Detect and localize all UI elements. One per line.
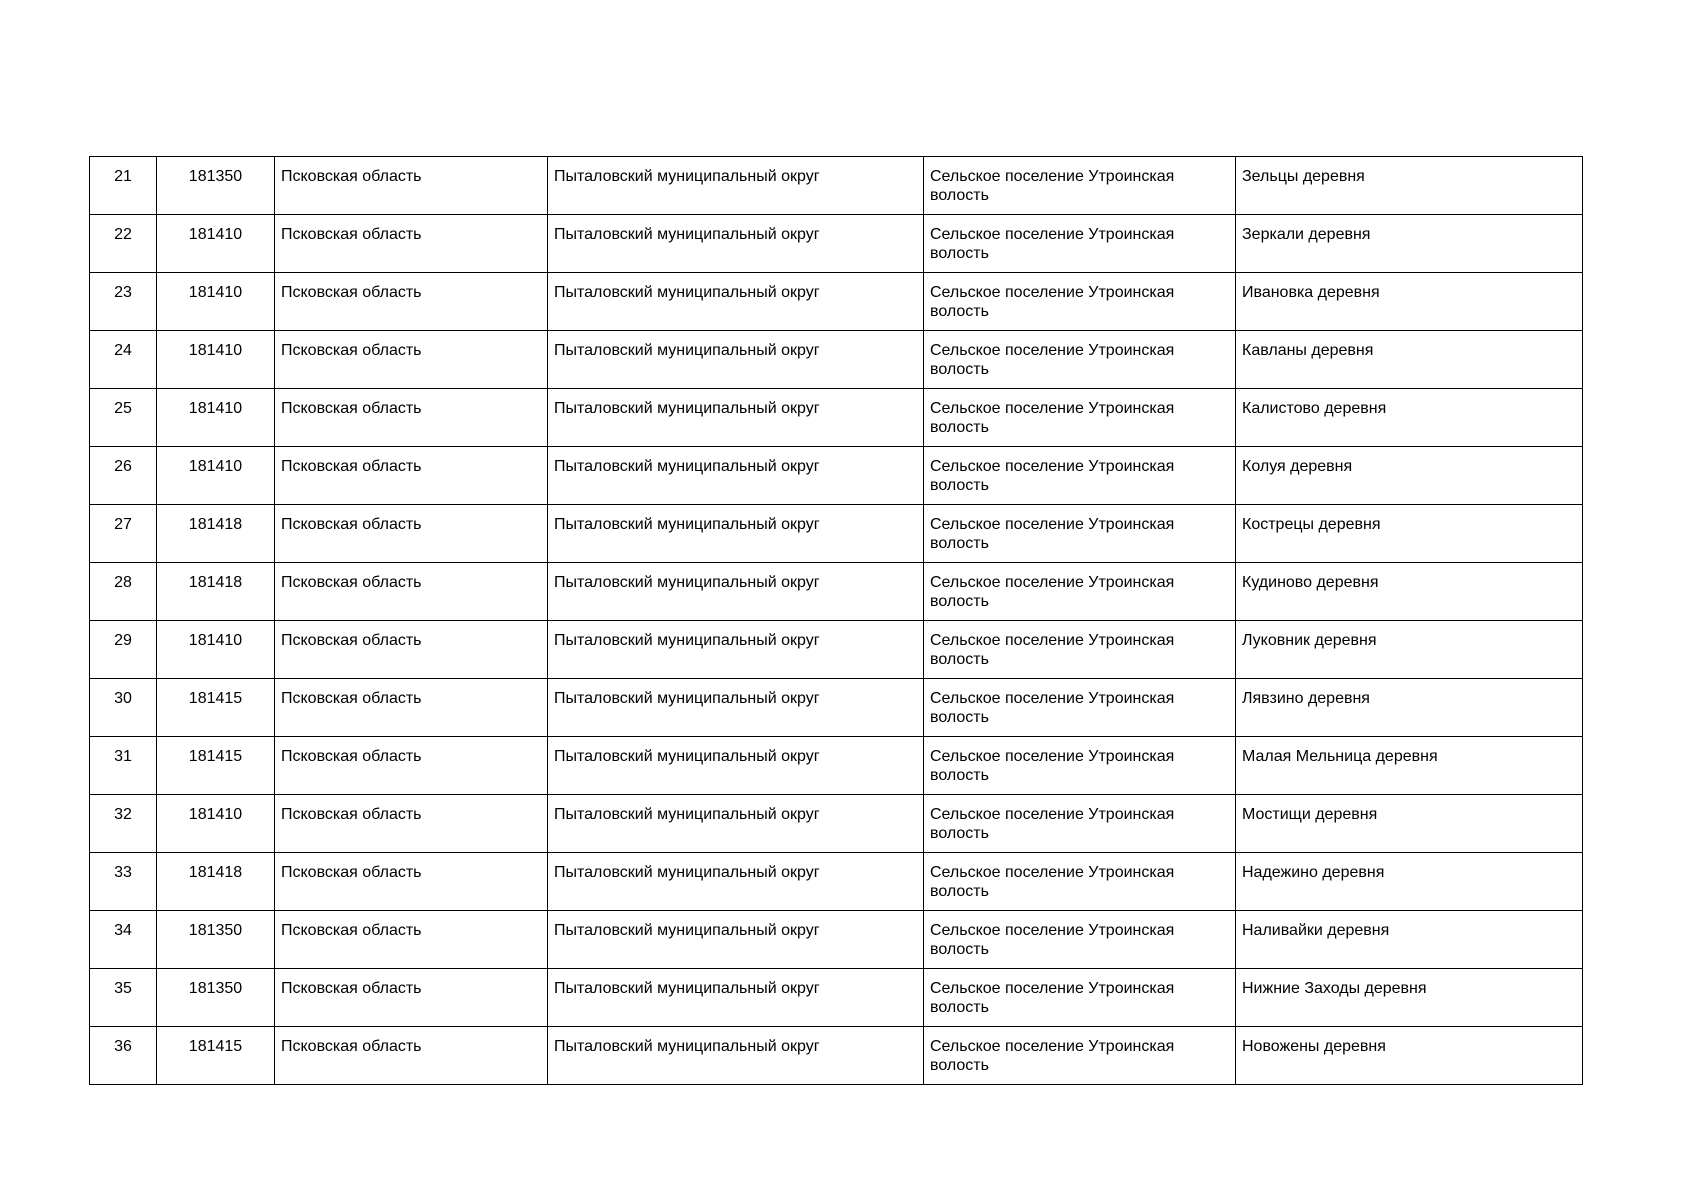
district-cell: Пыталовский муниципальный округ [548, 969, 924, 1027]
postal-index: 181350 [157, 911, 275, 969]
table-row [90, 679, 1583, 737]
district-cell: Пыталовский муниципальный округ [548, 389, 924, 447]
region-cell: Псковская область [275, 679, 548, 737]
settlement-cell: Сельское поселение Утроинская волость [924, 1027, 1236, 1085]
row-number: 31 [90, 737, 157, 795]
locality-cell: Мостищи деревня [1236, 795, 1583, 853]
region-cell: Псковская область [275, 273, 548, 331]
table-row [90, 853, 1583, 911]
table-row [90, 215, 1583, 273]
settlement-cell: Сельское поселение Утроинская волость [924, 795, 1236, 853]
postal-index: 181418 [157, 853, 275, 911]
settlement-cell: Сельское поселение Утроинская волость [924, 273, 1236, 331]
table-row [90, 505, 1583, 563]
region-cell: Псковская область [275, 157, 548, 215]
row-number: 22 [90, 215, 157, 273]
locality-cell: Нижние Заходы деревня [1236, 969, 1583, 1027]
locality-cell: Наливайки деревня [1236, 911, 1583, 969]
table-row [90, 795, 1583, 853]
postal-index: 181410 [157, 273, 275, 331]
postal-index: 181418 [157, 563, 275, 621]
row-number: 34 [90, 911, 157, 969]
row-number: 25 [90, 389, 157, 447]
table-row [90, 389, 1583, 447]
region-cell: Псковская область [275, 331, 548, 389]
district-cell: Пыталовский муниципальный округ [548, 737, 924, 795]
row-number: 21 [90, 157, 157, 215]
postal-index: 181415 [157, 679, 275, 737]
postal-index: 181350 [157, 969, 275, 1027]
locality-cell: Луковник деревня [1236, 621, 1583, 679]
postal-index: 181410 [157, 447, 275, 505]
locality-cell: Кудиново деревня [1236, 563, 1583, 621]
region-cell: Псковская область [275, 853, 548, 911]
district-cell: Пыталовский муниципальный округ [548, 331, 924, 389]
row-number: 23 [90, 273, 157, 331]
region-cell: Псковская область [275, 1027, 548, 1085]
locality-cell: Зеркали деревня [1236, 215, 1583, 273]
settlement-cell: Сельское поселение Утроинская волость [924, 911, 1236, 969]
district-cell: Пыталовский муниципальный округ [548, 911, 924, 969]
row-number: 36 [90, 1027, 157, 1085]
postal-index: 181410 [157, 795, 275, 853]
region-cell: Псковская область [275, 505, 548, 563]
locality-cell: Новожены деревня [1236, 1027, 1583, 1085]
locality-cell: Кострецы деревня [1236, 505, 1583, 563]
district-cell: Пыталовский муниципальный округ [548, 621, 924, 679]
settlement-cell: Сельское поселение Утроинская волость [924, 737, 1236, 795]
locality-cell: Ивановка деревня [1236, 273, 1583, 331]
table-body [90, 157, 1583, 1085]
district-cell: Пыталовский муниципальный округ [548, 157, 924, 215]
table-row [90, 969, 1583, 1027]
locality-cell: Лявзино деревня [1236, 679, 1583, 737]
postal-index: 181410 [157, 389, 275, 447]
settlement-cell: Сельское поселение Утроинская волость [924, 447, 1236, 505]
postal-index: 181418 [157, 505, 275, 563]
region-cell: Псковская область [275, 215, 548, 273]
settlement-cell: Сельское поселение Утроинская волость [924, 621, 1236, 679]
district-cell: Пыталовский муниципальный округ [548, 1027, 924, 1085]
table-row [90, 563, 1583, 621]
settlement-cell: Сельское поселение Утроинская волость [924, 389, 1236, 447]
row-number: 32 [90, 795, 157, 853]
locality-cell: Надежино деревня [1236, 853, 1583, 911]
table-row [90, 911, 1583, 969]
postal-index: 181410 [157, 621, 275, 679]
row-number: 24 [90, 331, 157, 389]
row-number: 35 [90, 969, 157, 1027]
district-cell: Пыталовский муниципальный округ [548, 795, 924, 853]
district-cell: Пыталовский муниципальный округ [548, 273, 924, 331]
settlement-cell: Сельское поселение Утроинская волость [924, 157, 1236, 215]
table-row [90, 273, 1583, 331]
region-cell: Псковская область [275, 563, 548, 621]
locality-cell: Зельцы деревня [1236, 157, 1583, 215]
district-cell: Пыталовский муниципальный округ [548, 563, 924, 621]
settlement-cell: Сельское поселение Утроинская волость [924, 679, 1236, 737]
settlement-cell: Сельское поселение Утроинская волость [924, 969, 1236, 1027]
row-number: 30 [90, 679, 157, 737]
postal-index: 181410 [157, 215, 275, 273]
row-number: 26 [90, 447, 157, 505]
row-number: 28 [90, 563, 157, 621]
region-cell: Псковская область [275, 737, 548, 795]
region-cell: Псковская область [275, 389, 548, 447]
region-cell: Псковская область [275, 969, 548, 1027]
row-number: 27 [90, 505, 157, 563]
row-number: 29 [90, 621, 157, 679]
settlements-table [89, 156, 1583, 1085]
locality-cell: Кавланы деревня [1236, 331, 1583, 389]
settlement-cell: Сельское поселение Утроинская волость [924, 505, 1236, 563]
district-cell: Пыталовский муниципальный округ [548, 447, 924, 505]
region-cell: Псковская область [275, 447, 548, 505]
table-row [90, 447, 1583, 505]
postal-index: 181415 [157, 1027, 275, 1085]
table-row [90, 331, 1583, 389]
postal-index: 181410 [157, 331, 275, 389]
postal-index: 181350 [157, 157, 275, 215]
district-cell: Пыталовский муниципальный округ [548, 215, 924, 273]
settlement-cell: Сельское поселение Утроинская волость [924, 215, 1236, 273]
district-cell: Пыталовский муниципальный округ [548, 505, 924, 563]
table-row [90, 157, 1583, 215]
region-cell: Псковская область [275, 795, 548, 853]
district-cell: Пыталовский муниципальный округ [548, 679, 924, 737]
table-row [90, 1027, 1583, 1085]
locality-cell: Малая Мельница деревня [1236, 737, 1583, 795]
district-cell: Пыталовский муниципальный округ [548, 853, 924, 911]
table-row [90, 621, 1583, 679]
row-number: 33 [90, 853, 157, 911]
settlement-cell: Сельское поселение Утроинская волость [924, 563, 1236, 621]
postal-index: 181415 [157, 737, 275, 795]
settlement-cell: Сельское поселение Утроинская волость [924, 853, 1236, 911]
region-cell: Псковская область [275, 621, 548, 679]
locality-cell: Калистово деревня [1236, 389, 1583, 447]
table-row [90, 737, 1583, 795]
settlement-cell: Сельское поселение Утроинская волость [924, 331, 1236, 389]
locality-cell: Колуя деревня [1236, 447, 1583, 505]
region-cell: Псковская область [275, 911, 548, 969]
